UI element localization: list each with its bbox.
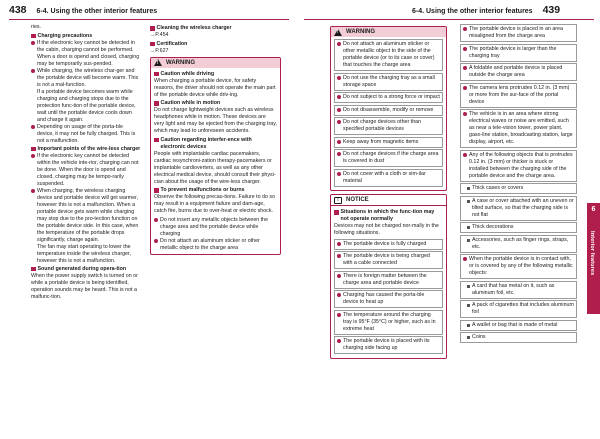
square-bullet-icon xyxy=(463,27,467,31)
square-bullet-icon xyxy=(463,86,467,90)
square-bullet-icon xyxy=(337,42,341,46)
warning-subheading: Caution while in motion xyxy=(154,100,277,107)
column-1 xyxy=(31,24,141,302)
notice-header: ! NOTICE xyxy=(331,195,446,206)
paragraph: When charging a portable device, for safety reasons, the driver should not operate the main part of the portable device while driv-ing. xyxy=(154,77,276,98)
sub-list-item: A case or cover attached with an uneven or tilted surface, so that the charging side is not flat xyxy=(460,196,577,221)
right-header-rule xyxy=(304,19,594,20)
square-bullet-icon xyxy=(463,112,467,116)
square-bullet-icon xyxy=(337,76,341,80)
warning-subheading: Caution regarding interfer-ence with electronic devices xyxy=(154,137,277,151)
paragraph: ries. xyxy=(31,24,42,30)
left-page-number: 438 xyxy=(9,4,27,16)
warning-list-item: Do not disassemble, modify or remove xyxy=(334,105,443,116)
notice-icon: ! xyxy=(334,197,342,204)
square-bullet-icon xyxy=(337,313,341,317)
square-bullet-icon xyxy=(337,242,341,246)
column-3 xyxy=(330,24,447,362)
bullet: If the electronic key cannot be detected in the cabin, charging cannot be performed. When a door is opend and closed, charging may be temporarily sus-pended. xyxy=(31,40,141,68)
heading-sound-generated: Sound generated during opera-tion xyxy=(31,266,141,273)
heading-certification: Certification xyxy=(150,41,281,48)
square-bullet-icon xyxy=(337,152,341,156)
warning-list-item: Keep away from magnetic items xyxy=(334,137,443,148)
square-bullet-icon xyxy=(463,47,467,51)
right-page-header xyxy=(412,0,560,17)
notice-list-item: The portable device is placed in an area misaligned from the charge area xyxy=(460,24,577,42)
square-bullet-icon xyxy=(337,339,341,343)
warning-box-continued xyxy=(330,26,447,191)
sub-list-item: Thick decorations xyxy=(460,222,577,233)
bullet: Do not attach an aluminum sticker or other metallic object to the charge area xyxy=(154,238,277,252)
notice-list-item: There is foreign matter between the charge area and portable device xyxy=(334,271,443,289)
warning-list-item: Do not charge devices other than specified portable devices xyxy=(334,117,443,135)
warning-header: ! WARNING xyxy=(151,58,280,68)
square-bullet-icon xyxy=(337,274,341,278)
sub-list-item: Coins xyxy=(460,332,577,343)
chapter-label: Interior features xyxy=(589,231,595,276)
sub-list-item: A wallet or bag that is made of metal xyxy=(460,320,577,331)
warning-subheading: To prevent malfunctions or burns xyxy=(154,187,277,194)
bullet: While charging, the wireless char-ger and the portable device will become warm. This is not a mal-function. If a portable device becomes warm while charging and charging stops due to the protection func-tion of the portable device, wait until the portable device cools down and charge it again. xyxy=(31,68,141,124)
notice-list-item: The temperature around the charging tray is 95°F (35°C) or higher, such as in extreme heat xyxy=(334,310,443,335)
notice-subheading: Situations in which the func-tion may not operate normally xyxy=(334,209,443,223)
notice-list-item: The camera lens protrudes 0.12 in. (3 mm) or more from the sur-face of the portal device xyxy=(460,83,577,108)
bullet: Do not insert any metallic objects between the charge area and the portable device while charging xyxy=(154,217,277,238)
square-bullet-icon xyxy=(463,257,467,261)
warning-list-item: Do not subject to a strong force or impact xyxy=(334,92,443,103)
square-bullet-icon xyxy=(463,153,467,157)
square-bullet-icon xyxy=(467,226,470,229)
bullet: When charging, the wireless charging device and portable device will get warmer, however this is not a malfunction. When a portable device gets warm while charging may stop due to the pro-tection function on the portable device side. In this case, when the temperature of the portable drops significantly, charge again. The fan may start operating to lower the temperature inside the wireless charger, however this is not a malfunction. xyxy=(31,188,141,265)
notice-list-item: Any of the following objects that is protrudes 0.12 in. (3 mm) or thicker is stuck or installed between the charging side of the portable device and the charge area. xyxy=(460,150,577,182)
sub-list-item: Thick cases or covers xyxy=(460,183,577,194)
sub-list-item: Accessories, such as finger rings, straps, etc. xyxy=(460,235,577,253)
bullet: Depending on usage of the porta-ble device, it may not be fully charged. This is not a malfunction. xyxy=(31,124,141,145)
notice-list-item: The portable device is fully charged xyxy=(334,239,443,250)
notice-list-item: Charging has caused the porta-ble device to heat up xyxy=(334,290,443,308)
sub-list-item: A pack of cigarettes that includes aluminum foil xyxy=(460,300,577,318)
square-bullet-icon xyxy=(337,95,341,99)
warning-list-item: Do not cover with a cloth or sim-ilar material xyxy=(334,169,443,187)
notice-list-item: A foldable and portable device is placed outside the charge area xyxy=(460,63,577,81)
notice-list-item: The portable device is being charged with a cable connected xyxy=(334,251,443,269)
heading-cleaning: Cleaning the wireless charger xyxy=(150,25,281,32)
warning-triangle-icon xyxy=(334,29,342,36)
paragraph: When the power supply switch is turned on or while a portable device is being identified, operation sounds may be heard. This is not a malfunc-tion. xyxy=(31,272,138,300)
paragraph: People with implantable cardiac pacemakers, cardiac resynchroni-zation therapy-pacemakers or implantable cardioverters, as well as any other electrical medical device, should consult their physi-cian about the usage of the wire-less charger. xyxy=(154,150,276,185)
warning-triangle-icon xyxy=(154,59,162,66)
square-bullet-icon xyxy=(337,254,341,258)
square-bullet-icon xyxy=(467,324,470,327)
warning-list-item: Do not use the charging tray as a small storage space xyxy=(334,73,443,91)
notice-box xyxy=(330,194,447,359)
left-header-rule xyxy=(9,19,289,20)
square-bullet-icon xyxy=(463,66,467,70)
page-reference[interactable]: →P.627 xyxy=(150,47,169,54)
square-bullet-icon xyxy=(467,304,470,307)
left-page-header xyxy=(9,0,157,17)
square-bullet-icon xyxy=(337,120,341,124)
square-bullet-icon xyxy=(467,187,470,190)
paragraph: Devices may not be charged nor-mally in the following situations. xyxy=(334,223,439,236)
notice-list-item: The portable device is larger than the charging tray xyxy=(460,44,577,62)
bullet: If the electronic key cannot be detected within the vehicle inte-rior, charging can not be done. When the door is opend and closed, charging may be tempo-rarily suspended. xyxy=(31,153,141,188)
right-section-title: 6-4. Using the other interior features xyxy=(412,8,533,15)
chapter-tab[interactable] xyxy=(587,203,600,314)
page-reference[interactable]: →P.454 xyxy=(150,32,169,38)
warning-box xyxy=(150,57,281,255)
square-bullet-icon xyxy=(467,239,470,242)
column-4 xyxy=(460,24,577,345)
square-bullet-icon xyxy=(467,336,470,339)
square-bullet-icon xyxy=(337,293,341,297)
heading-important-points: Important points of the wire-less charger xyxy=(31,146,141,153)
paragraph: Do not charge lightweight devices such as wireless headphones while in motion. These devices are very light and may be ejected from the charging tray, which may lead to unforeseen accidents. xyxy=(154,107,277,134)
warning-list-item: Do not attach an aluminum sticker or other metallic object to the side of the portable device (or to its case or cover) that touches the charge area xyxy=(334,39,443,71)
square-bullet-icon xyxy=(467,200,470,203)
square-bullet-icon xyxy=(337,172,341,176)
paragraph: Observe the following precau-tions. Failure to do so may result in a equipment failure and dam-age, catch fire, burns due to over-heat or electric shock. xyxy=(154,194,276,214)
warning-list-item: Do not charge devices if the charge area is covered in dust xyxy=(334,149,443,167)
square-bullet-icon xyxy=(337,140,341,144)
square-bullet-icon xyxy=(467,285,470,288)
heading-charging-precautions: Charging precautions xyxy=(31,33,141,40)
notice-list-item: When the portable device is in contact with, or is covered by any of the following metallic objects: xyxy=(460,254,577,279)
warning-subheading: Caution while driving xyxy=(154,71,277,78)
sub-list-item: A card that has metal on it, such as aluminum foil, etc. xyxy=(460,281,577,299)
chapter-number: 6 xyxy=(591,206,596,213)
left-section-title: 6-4. Using the other interior features xyxy=(36,8,158,15)
warning-header: ! WARNING xyxy=(331,27,446,37)
notice-list-item: The portable device is placed with its charging side facing up xyxy=(334,336,443,354)
column-2 xyxy=(150,24,281,258)
square-bullet-icon xyxy=(337,108,341,112)
right-page-number: 439 xyxy=(542,4,561,16)
notice-list-item: The vehicle is in an area where strong electrical waves or noise are emitted, such as near a tele-vision tower, power plant, gaso-line station, broadcasting station, large display, airport, etc. xyxy=(460,109,577,148)
